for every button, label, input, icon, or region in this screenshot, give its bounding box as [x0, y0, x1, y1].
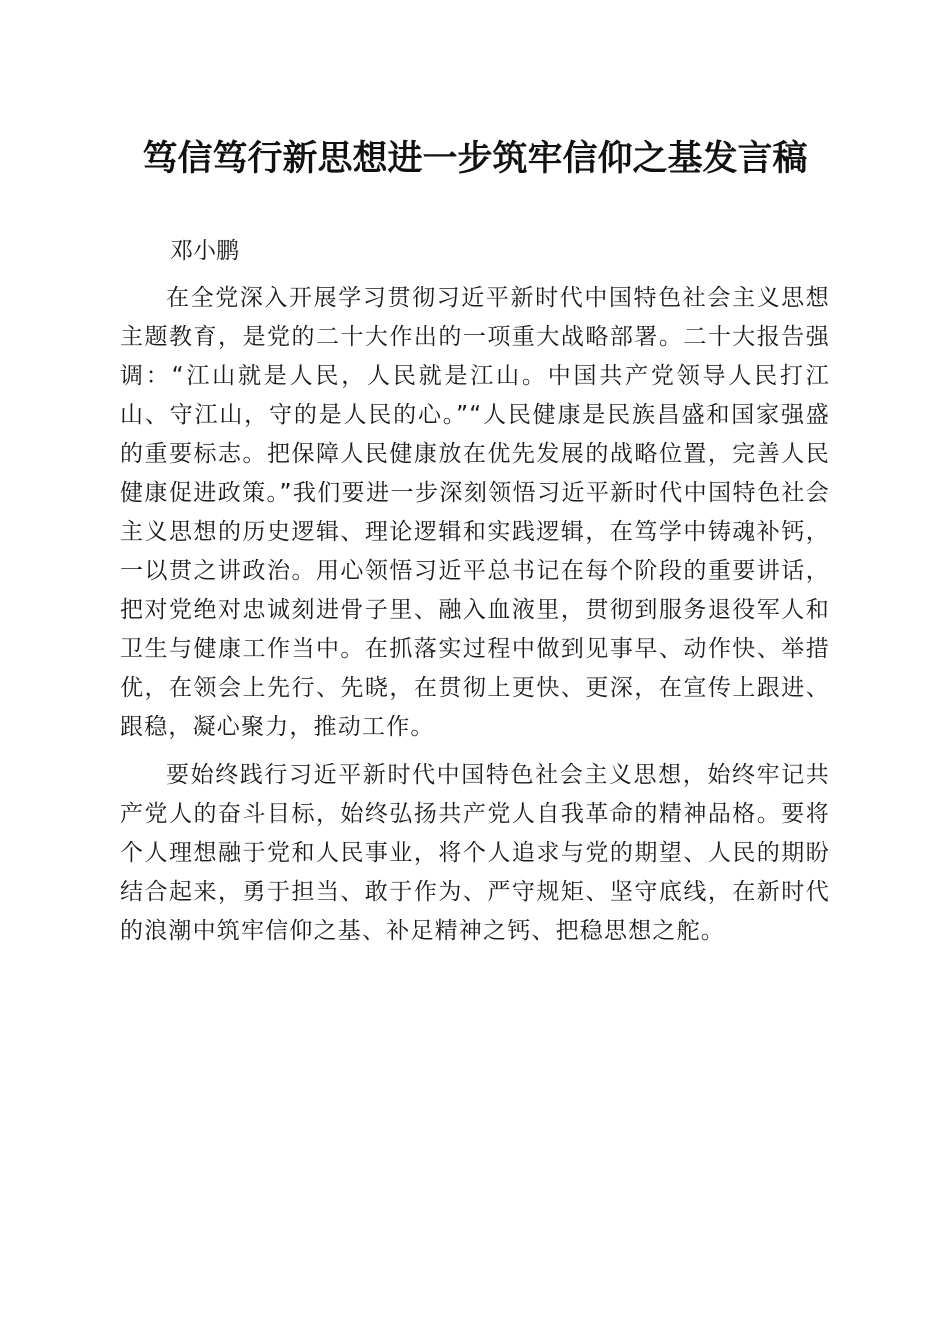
- paragraph-1: 在全党深入开展学习贯彻习近平新时代中国特色社会主义思想主题教育，是党的二十大作出的一项重大战略部署。二十大报告强调：“江山就是人民，人民就是江山。中国共产党领导人民打江山、守江山，守的是人民的心。”“人民健康是民族昌盛和国家强盛的重要标志。把保障人民健康放在优先发展的战略位置，完善人民健康促进政策。”我们要进一步深刻领悟习近平新时代中国特色社会主义思想的历史逻辑、理论逻辑和实践逻辑，在笃学中铸魂补钙，一以贯之讲政治。用心领悟习近平总书记在每个阶段的重要讲话，把对党绝对忠诚刻进骨子里、融入血液里，贯彻到服务退役军人和卫生与健康工作当中。在抓落实过程中做到见事早、动作快、举措优，在领会上先行、先晓，在贯彻上更快、更深，在宣传上跟进、跟稳，凝心聚力，推动工作。: [120, 285, 830, 740]
- document-title: 笃信笃行新思想进一步筑牢信仰之基发言稿: [142, 138, 808, 179]
- author-name: 邓小鹏: [170, 238, 239, 264]
- document-body: [120, 232, 830, 960]
- paragraph-2: 要始终践行习近平新时代中国特色社会主义思想，始终牢记共产党人的奋斗目标，始终弘扬共产党人自我革命的精神品格。要将个人理想融于党和人民事业，将个人追求与党的期望、人民的期盼结合起来，勇于担当、敢于作为、严守规矩、坚守底线，在新时代的浪潮中筑牢信仰之基、补足精神之钙、把稳思想之舵。: [120, 762, 830, 944]
